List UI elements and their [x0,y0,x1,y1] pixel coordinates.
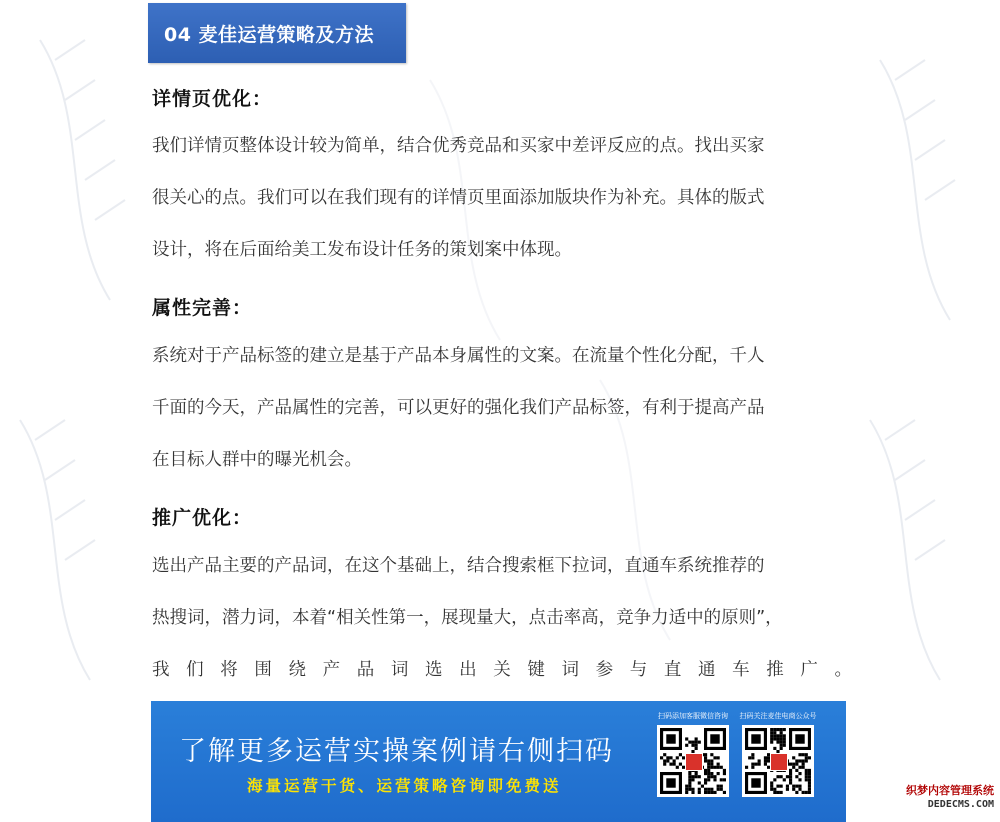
heading-detail-page: 详情页优化： [152,88,273,110]
paragraph-line: 我们将围绕产品词选出关键词参与直通车推广。 [152,660,852,680]
qr-logo-icon [770,753,788,771]
qr-code-customer-service[interactable] [657,725,729,797]
paragraph-line: 设计，将在后面给美工发布设计任务的策划案中体现。 [152,240,572,260]
watermark-line: 织梦内容管理系统 [906,784,994,797]
site-watermark [890,784,994,812]
paragraph-line: 热搜词，潜力词，本着“相关性第一，展现量大，点击率高，竞争力适中的原则”， [152,608,783,628]
banner-subtitle: 海量运营干货、运营策略咨询即免费送 [247,777,562,795]
qr-caption: 扫码关注麦佳电商公众号 [739,712,817,720]
promo-banner [151,701,846,822]
qr-logo-icon [685,753,703,771]
paragraph-line: 千面的今天，产品属性的完善，可以更好的强化我们产品标签，有利于提高产品 [152,398,765,418]
heading-promotion: 推广优化： [152,507,253,529]
section-header [148,3,406,63]
qr-block-customer-service [650,711,736,797]
qr-caption: 扫码添加客服微信咨询 [658,712,728,720]
paragraph-promotion [152,540,852,696]
qr-code-official-account[interactable] [742,725,814,797]
paragraph-attributes [152,330,852,486]
section-title: 04 麦佳运营策略及方法 [164,23,375,46]
qr-block-official-account [735,711,821,797]
heading-attributes: 属性完善： [152,297,253,319]
watermark-line: DEDECMS.COM [927,799,994,810]
banner-title: 了解更多运营实操案例请右侧扫码 [179,736,614,767]
paragraph-line: 很关心的点。我们可以在我们现有的详情页里面添加版块作为补充。具体的版式 [152,188,765,208]
paragraph-detail-page [152,120,852,276]
paragraph-line: 选出产品主要的产品词，在这个基础上，结合搜索框下拉词，直通车系统推荐的 [152,556,765,576]
paragraph-line: 我们详情页整体设计较为简单，结合优秀竞品和买家中差评反应的点。找出买家 [152,136,765,156]
paragraph-line: 系统对于产品标签的建立是基于产品本身属性的文案。在流量个性化分配，千人 [152,346,765,366]
paragraph-line: 在目标人群中的曝光机会。 [152,450,362,470]
